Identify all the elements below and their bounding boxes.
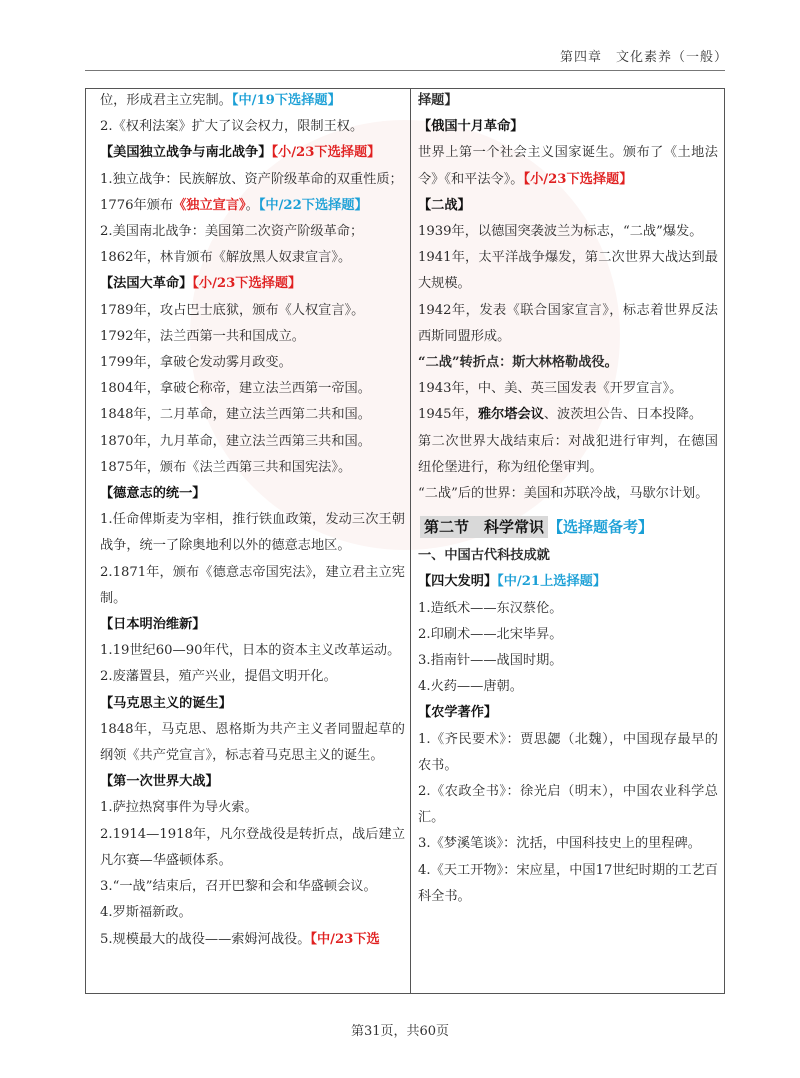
paragraph: 3.指南针——战国时期。 [418,653,563,669]
heading-french-revolution [100,271,405,297]
paragraph: 1875年，颁布《法兰西第三共和国宪法》。 [100,459,352,475]
text: 5.规模最大的战役——索姆河战役。 [100,931,311,947]
paragraph: 1799年，拿破仑发动雾月政变。 [100,355,292,371]
exam-tag: 【中/21上选择题】 [497,574,607,590]
text: 位，形成君主立宪制。 [100,93,232,108]
left-column [100,88,405,953]
paragraph: 1789年，攻占巴士底狱，颁布《人权宣言》。 [100,302,365,318]
paragraph: “二战”后的世界：美国和苏联冷战，马歇尔计划。 [418,486,709,502]
paragraph: 1862年，林肯颁布《解放黑人奴隶宣言》。 [100,250,352,266]
paragraph: 1.萨拉热窝事件为导火索。 [100,800,258,816]
section-heading [414,513,718,541]
paragraph: 4.《天工开物》：宋应星，中国17世纪时期的工艺百科全书。 [418,862,718,904]
text: 世界上第一个社会主义国家诞生。颁布了《土地法令》《和平法令》。 [418,145,718,187]
paragraph: 1.造纸术——东汉蔡伦。 [418,600,563,616]
paragraph: 1943年，中、美、英三国发表《开罗宣言》。 [418,381,683,397]
right-column [418,88,718,910]
heading-text: 【法国大革命】 [100,276,193,292]
paragraph: 1941年，太平洋战争爆发，第二次世界大战达到最大规模。 [418,250,718,292]
paragraph: 1870年，九月革命，建立法兰西第三共和国。 [100,433,371,449]
page-footer: 第31页，共60页 [350,1024,450,1039]
paragraph: 1792年，法兰西第一共和国成立。 [100,328,305,344]
paragraph: 1848年，二月革命，建立法兰西第二共和国。 [100,407,371,423]
exam-tag: 【选择题备考】 [548,518,654,537]
heading-text: 【四大发明】 [418,574,498,590]
text: 1945年， [418,407,478,423]
paragraph: 2.《权利法案》扩大了议会权力，限制王权。 [100,119,364,135]
heading-agriculture: 【农学著作】 [418,705,498,721]
heading-ww2: 【二战】 [418,197,471,213]
paragraph [418,402,718,428]
column-divider [410,88,411,994]
paragraph: 第二次世界大战结束后：对战犯进行审判，在德国纽伦堡进行，称为纽伦堡审判。 [418,433,718,475]
paragraph [418,140,718,192]
exam-tag: 【中/23下选 [310,931,380,947]
paragraph [100,88,405,114]
heading-ww1: 【第一次世界大战】 [100,774,219,790]
heading-october-revolution: 【俄国十月革命】 [418,119,524,135]
paragraph: 2.废藩置县，殖产兴业，提倡文明开化。 [100,669,337,685]
paragraph: 2.1914—1918年，凡尔登战役是转折点，战后建立凡尔赛—华盛顿体系。 [100,826,405,868]
text: 、波茨坦公告、日本投降。 [543,407,703,423]
paragraph: 1848年，马克思、恩格斯为共产主义者同盟起草的纲领《共产党宣言》，标志着马克思主义的诞生。 [100,721,405,764]
exam-tag: 【小/23下选择题】 [192,276,302,292]
paragraph: 2.美国南北战争：美国第二次资产阶级革命； [100,224,364,240]
paragraph: 2.1871年，颁布《德意志帝国宪法》，建立君主立宪制。 [100,564,405,606]
paragraph: 2.印刷术——北宋毕昇。 [418,626,563,642]
paragraph: 1.任命俾斯麦为宰相，推行铁血政策，发动三次王朝战争，统一了除奥地利以外的德意志地区。 [100,512,405,554]
heading-marxism: 【马克思主义的诞生】 [100,695,232,711]
text: 。 [245,197,259,213]
exam-tag: 【小/23下选择题】 [271,145,381,161]
paragraph: 4.火药——唐朝。 [418,679,523,695]
highlight: 《独立宣言》 [173,197,246,213]
page-header: 第四章 文化素养（一般） [559,50,728,65]
paragraph [100,927,405,953]
heading-us-wars [100,140,405,166]
exam-tag: 【小/23下选择题】 [523,171,633,187]
exam-tag: 【中/22下选择题】 [258,197,368,213]
heading-meiji: 【日本明治维新】 [100,617,206,633]
section-title: 第二节 科学常识 [420,516,548,538]
exam-tag-continued: 择题】 [418,93,458,108]
text: 1776年颁布 [100,197,174,213]
paragraph: 1.19世纪60—90年代，日本的资本主义改革运动。 [100,643,401,659]
paragraph: 1.《齐民要术》：贾思勰（北魏），中国现存最早的农书。 [418,731,718,773]
heading-text: 【美国独立战争与南北战争】 [100,145,272,161]
paragraph: 1.独立战争：民族解放、资产阶级革命的双重性质； [100,171,403,187]
paragraph: 1942年，发表《联合国家宣言》，标志着世界反法西斯同盟形成。 [418,302,718,344]
paragraph [100,193,405,219]
paragraph: 2.《农政全书》：徐光启（明末），中国农业科学总汇。 [418,784,718,826]
paragraph-turning-point: “二战”转折点：斯大林格勒战役。 [418,355,618,371]
header-rule [85,70,725,71]
highlight: 雅尔塔会议 [477,407,544,423]
subheading: 一、中国古代科技成就 [418,548,550,564]
paragraph: 1939年，以德国突袭波兰为标志，“二战”爆发。 [418,224,703,240]
heading-german-unification: 【德意志的统一】 [100,486,206,502]
heading-four-inventions [418,569,718,595]
paragraph: 3.“一战”结束后，召开巴黎和会和华盛顿会议。 [100,879,377,895]
exam-tag: 【中/19下选择题】 [231,93,341,108]
paragraph: 3.《梦溪笔谈》：沈括，中国科技史上的里程碑。 [418,836,701,852]
paragraph: 1804年，拿破仑称帝，建立法兰西第一帝国。 [100,381,371,397]
paragraph: 4.罗斯福新政。 [100,905,192,921]
